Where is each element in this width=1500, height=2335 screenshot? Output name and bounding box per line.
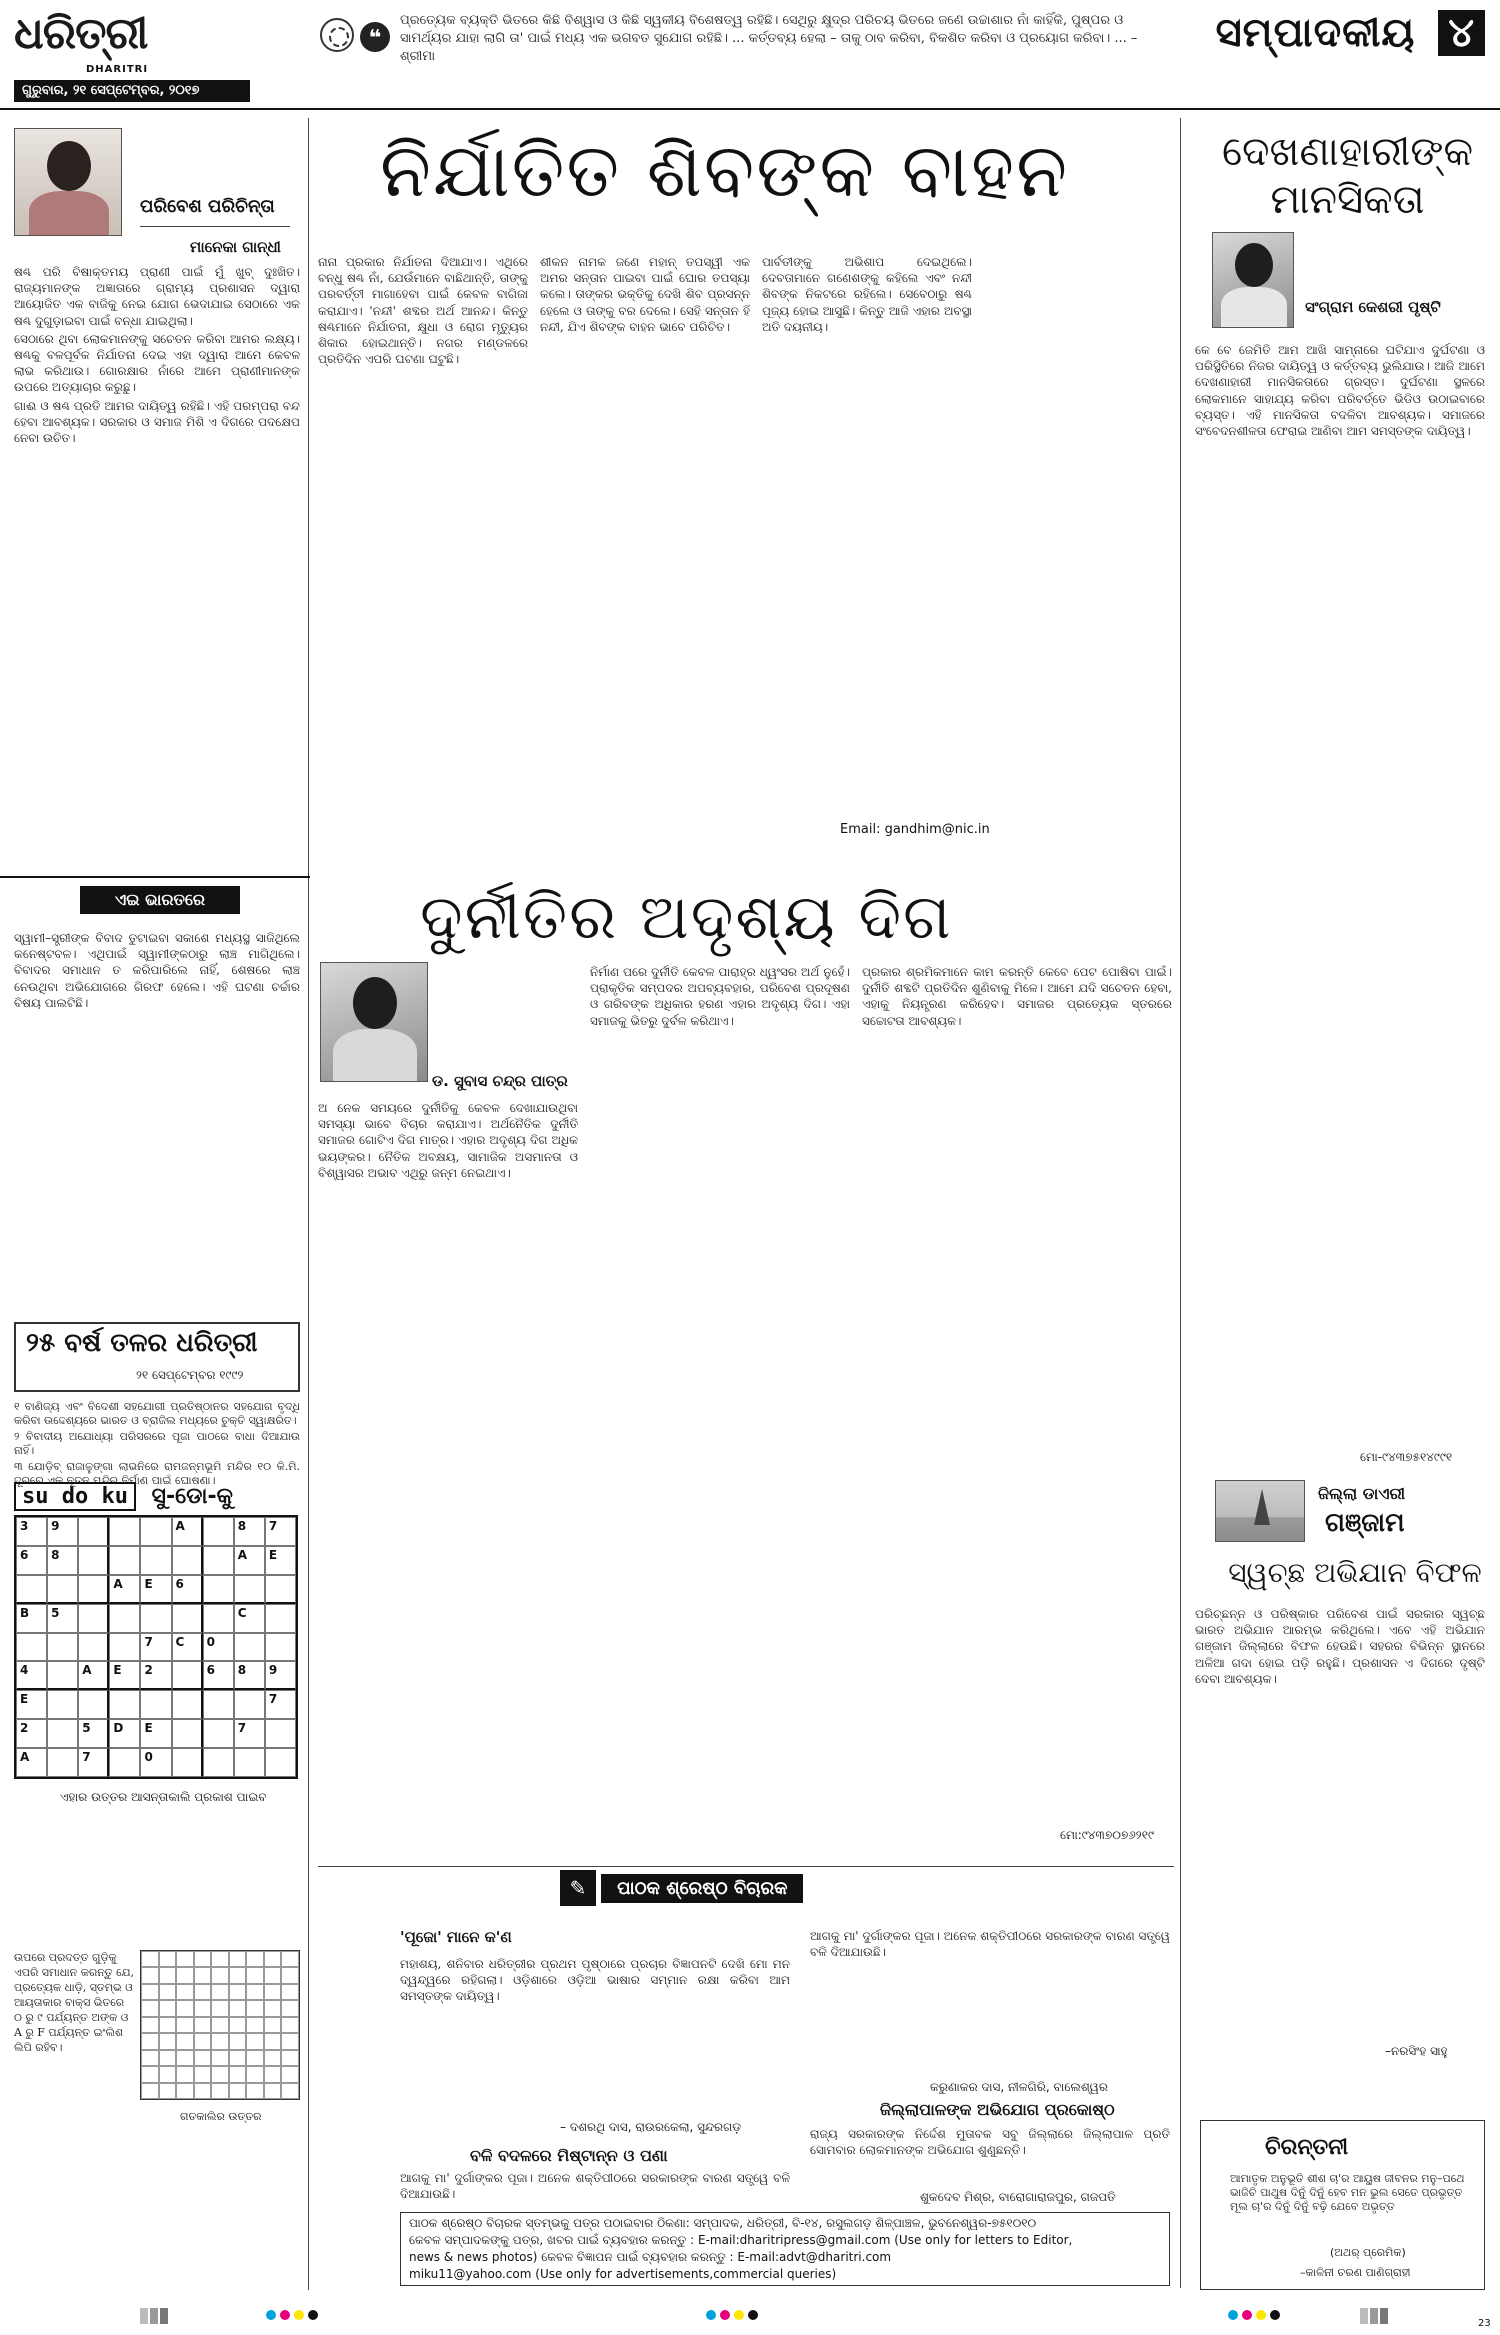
sudoku-prev-cell xyxy=(141,2083,159,2099)
sudoku-prev-cell xyxy=(194,2066,212,2082)
sudoku-cell xyxy=(109,1690,140,1719)
sudoku-prev-cell xyxy=(246,2066,264,2082)
sudoku-cell: E xyxy=(16,1690,47,1719)
sudoku-cell xyxy=(265,1575,296,1604)
print-gray-bars xyxy=(1360,2308,1388,2324)
sudoku-prev-cell xyxy=(281,1951,299,1967)
sudoku-prev-cell xyxy=(176,1967,194,1983)
sudoku-cell xyxy=(172,1690,203,1719)
sudoku-title-or: ସୁ-ଡୋ-କୁ xyxy=(151,1484,233,1509)
sudoku-title xyxy=(14,1484,233,1509)
sudoku-prev-cell xyxy=(281,2050,299,2066)
sudoku-prev-cell xyxy=(176,1984,194,2000)
sudoku-prev-cell xyxy=(159,2000,177,2016)
sudoku-cell: A xyxy=(234,1546,265,1575)
sudoku-cell xyxy=(78,1604,109,1633)
author-photo-subas xyxy=(320,962,428,1082)
sudoku-cell xyxy=(172,1661,203,1690)
sudoku-cell: E xyxy=(265,1546,296,1575)
sudoku-cell xyxy=(234,1690,265,1719)
sudoku-cell xyxy=(16,1633,47,1662)
sudoku-prev-cell xyxy=(141,2066,159,2082)
section-title xyxy=(1175,10,1485,80)
print-color-dots xyxy=(706,2310,758,2324)
sudoku-cell xyxy=(203,1517,234,1546)
years-ago-date: ୨୧ ସେପ୍ଟେମ୍ବର ୧୯୯୨ xyxy=(136,1368,244,1382)
letter1-title: 'ପୂଜୋ' ମାନେ କ'ଣ xyxy=(400,1928,512,1946)
sudoku-prev-cell xyxy=(211,1951,229,1967)
chirantani-author: –କାଳିନୀ ଚରଣ ପାଣିଗ୍ରାହୀ xyxy=(1300,2266,1411,2279)
second-headline: ଦୁର୍ନୀତିର ଅଦୃଶ୍ୟ ଦିଗ xyxy=(420,880,953,953)
sudoku-prev-cell xyxy=(229,2066,247,2082)
sudoku-cell: 7 xyxy=(140,1633,171,1662)
column-left-body xyxy=(14,264,300,864)
sudoku-prev-cell xyxy=(176,2083,194,2099)
page-number: ୪ xyxy=(1438,10,1485,56)
sudoku-prev-cell xyxy=(281,2017,299,2033)
sudoku-cell: A xyxy=(109,1575,140,1604)
second-article-col2: ନିର୍ମାଣ ପରେ ଦୁର୍ନୀତି କେବଳ ପାରାହ୍ର ଧ୍ୱଂସର ଅର୍ଥ ନୁହେଁ। ପ୍ରାକୃତିକ ସମ୍ପଦର ଅପବ୍ୟବହାର, ପରିବେଶ ପ୍ରଦୂଷଣ ଓ ଗରିବଙ୍କ ଅଧିକାର ହରଣ ଏହାର ଅଦୃଶ୍ୟ ଦିଗ। ଏହା ସମାଜକୁ ଭିତରୁ ଦୁର୍ବଳ କରିଥାଏ। xyxy=(590,965,850,1028)
sudoku-cell xyxy=(47,1575,78,1604)
readers-footer-box xyxy=(400,2212,1170,2286)
sudoku-prev-cell xyxy=(211,2050,229,2066)
quote-icon: ❝ xyxy=(360,22,390,52)
main-article-col2: ଶୀକନ ନାମକ ଜଣେ ମହାନ୍ ତପସ୍ୱୀ ଏକ ଅମର ସନ୍ତାନ ପାଇବା ପାଇଁ ଘୋର ତପସ୍ୟା କଲେ। ତାଙ୍କର ଭକ୍ତିକୁ ଦେଖି ଶିବ ପ୍ରସନ୍ନ ହେଲେ ଓ ତାଙ୍କୁ ବର ଦେଲେ। ସେହି ସନ୍ତାନ ହିଁ ନନ୍ଦୀ, ଯିଏ ଶିବଙ୍କ ବାହନ ଭାବେ ପରିଚିତ। xyxy=(540,255,750,334)
sudoku-cell xyxy=(78,1690,109,1719)
sudoku-prev-cell xyxy=(194,2000,212,2016)
column-divider xyxy=(1180,118,1181,2288)
column-author: ମାନେକା ଗାନ୍ଧୀ xyxy=(190,238,281,256)
sudoku-prev-cell xyxy=(194,2083,212,2099)
footer-line: ପାଠକ ଶ୍ରେଷ୍ଠ ବିଚାରକ ସ୍ତମ୍ଭକୁ ପତ୍ର ପଠାଇବାର ଠିକଣା: ସମ୍ପାଦକ, ଧରିତ୍ରୀ, ବି-୧୪, ରସୁଲଗଡ଼ ଶିଳ୍ପାଞ୍ଚଳ, ଭୁବନେଶ୍ୱର-୭୫୧୦୧୦ xyxy=(409,2216,1037,2230)
sudoku-cell: 8 xyxy=(234,1661,265,1690)
sudoku-prev-cell xyxy=(264,2050,282,2066)
sudoku-cell xyxy=(140,1546,171,1575)
dharitri-logo: ଧରିତ୍ରୀ xyxy=(14,8,148,59)
sudoku-prev-cell xyxy=(229,2000,247,2016)
zilla-district: ଗଞ୍ଜାମ xyxy=(1325,1508,1405,1538)
sudoku-cell xyxy=(203,1748,234,1777)
quote-text: ପ୍ରତ୍ୟେକ ବ୍ୟକ୍ତି ଭିତରେ କିଛି ବିଶ୍ୱାସ ଓ କିଛି ସ୍ୱକୀୟ ବିଶେଷତ୍ୱ ରହିଛି। ସେଥିରୁ କ୍ଷୁଦ୍ର ପରିଚୟ ଭିତରେ ଜଣେ ଉଚ୍ଚାଶାର ନାଁ କାହିଁକି, ପୁଷ୍ପର ଓ ସାମର୍ଥ୍ୟର ଯାହା ଲାଗି ତା' ପାଇଁ ମଧ୍ୟ ଏକ ଭଗବତ ସୁଯୋଗ ରହିଛି। ... କର୍ତ୍ତବ୍ୟ ହେଲା – ତାକୁ ଠାବ କରିବା, ବିକଶିତ କରିବା ଓ ପ୍ରୟୋଗ କରିବା। ... xyxy=(400,13,1127,46)
sudoku-cell xyxy=(78,1517,109,1546)
sudoku-prev-cell xyxy=(141,2017,159,2033)
letter3-title: ଜିଲ୍ଲାପାଳଙ୍କ ଅଭିଯୋଗ ପ୍ରକୋଷ୍ଠ xyxy=(880,2100,1115,2119)
letter2-body: ଆଗକୁ ମା' ଦୁର୍ଗାଙ୍କର ପୂଜା। ଅନେକ ଶକ୍ତିପୀଠରେ ସରକାରଙ୍କ ବାରଣ ସତ୍ତ୍ୱେ ବଳି ଦିଆଯାଉଛି। xyxy=(400,2171,790,2202)
page-footer-number: 23 xyxy=(1478,2318,1491,2329)
ei-bharatare-tag: ଏଇ ଭାରତରେ xyxy=(80,886,240,914)
sudoku-cell xyxy=(109,1748,140,1777)
sudoku-cell: 6 xyxy=(203,1661,234,1690)
sudoku-prev-cell xyxy=(264,2033,282,2049)
sudoku-cell xyxy=(203,1719,234,1748)
sudoku-prev-cell xyxy=(141,1967,159,1983)
sudoku-prev-cell xyxy=(194,2050,212,2066)
print-color-dots xyxy=(1228,2310,1280,2324)
sudoku-cell: B xyxy=(16,1604,47,1633)
sudoku-cell xyxy=(47,1719,78,1748)
sudoku-prev-cell xyxy=(194,1967,212,1983)
sudoku-prev-cell xyxy=(176,2033,194,2049)
sudoku-prev-cell xyxy=(264,1967,282,1983)
sudoku-prev-cell xyxy=(141,2050,159,2066)
sudoku-cell: C xyxy=(172,1633,203,1662)
second-article-col1: ଅ ନେକ ସମୟରେ ଦୁର୍ନୀତିକୁ କେବଳ ଦେଖାଯାଉଥିବା ସମସ୍ୟା ଭାବେ ବିଚାର କରାଯାଏ। ଅର୍ଥନୈତିକ ଦୁର୍ନୀତି ସମାଜର ଗୋଟିଏ ଦିଗ ମାତ୍ର। ଏହାର ଅଦୃଶ୍ୟ ଦିଗ ଅଧିକ ଭୟଙ୍କର। ନୈତିକ ଅବକ୍ଷୟ, ସାମାଜିକ ଅସମାନତା ଓ ବିଶ୍ୱାସର ଅଭାବ ଏଥିରୁ ଜନ୍ମ ନେଇଥାଏ। xyxy=(318,1101,578,1180)
sudoku-prev-cell xyxy=(159,1951,177,1967)
sudoku-prev-cell xyxy=(194,2033,212,2049)
second-article-col3: ପ୍ରକାର ଶ୍ରମିକମାନେ କାମ କରନ୍ତି କେବେ ପେଟ ପୋଷିବା ପାଇଁ। ଦୁର୍ନୀତି ଶବ୍ଦଟି ପ୍ରତିଦିନ ଶୁଣିବାକୁ ମିଳେ। ଆମେ ଯଦି ସଚେତନ ହେବା, ଏହାକୁ ନିୟନ୍ତ୍ରଣ କରିହେବ। ସମାଜର ପ୍ରତ୍ୟେକ ସ୍ତରରେ ସଚ୍ଚୋଟତା ଆବଶ୍ୟକ। xyxy=(862,965,1172,1028)
sudoku-cell xyxy=(172,1604,203,1633)
sudoku-prev-cell xyxy=(176,2050,194,2066)
sudoku-cell: 6 xyxy=(172,1575,203,1604)
readers-header xyxy=(560,1870,960,1908)
sudoku-cell: 6 xyxy=(16,1546,47,1575)
sudoku-prev-cell xyxy=(229,2017,247,2033)
years-ago-title: ୨୫ ବର୍ଷ ତଳର ଧରିତ୍ରୀ xyxy=(26,1328,258,1358)
author-photo-sangram xyxy=(1212,232,1294,328)
sudoku-cell: 2 xyxy=(16,1719,47,1748)
sudoku-answer-note: ଏହାର ଉତ୍ତର ଆସନ୍ତାକାଲି ପ୍ରକାଶ ପାଇବ xyxy=(60,1790,267,1804)
sudoku-prev-cell xyxy=(159,2033,177,2049)
sudoku-cell xyxy=(109,1633,140,1662)
column-divider xyxy=(308,118,309,888)
years-ago-box xyxy=(14,1322,300,1392)
letter2-col xyxy=(810,1928,1170,2068)
sudoku-prev-cell xyxy=(246,2017,264,2033)
sudoku-cell: 5 xyxy=(78,1719,109,1748)
sudoku-prev-cell xyxy=(281,2033,299,2049)
sudoku-cell xyxy=(203,1575,234,1604)
sudoku-prev-cell xyxy=(159,2050,177,2066)
sudoku-prev-cell xyxy=(211,2066,229,2082)
letter3-body: ରାଜ୍ୟ ସରକାରଙ୍କ ନିର୍ଦ୍ଦେଶ ମୁତାବକ ସବୁ ଜିଲ୍ଲାରେ ଜିଲ୍ଲାପାଳ ପ୍ରତି ସୋମବାର ଲୋକମାନଙ୍କ ଅଭିଯୋଗ ଶୁଣୁଛନ୍ତି। xyxy=(810,2127,1170,2158)
sudoku-cell: 8 xyxy=(234,1517,265,1546)
letter1-body: ମହାଶୟ, ଶନିବାର ଧରିତ୍ରୀର ପ୍ରଥମ ପୃଷ୍ଠାରେ ପ୍ରଚାର ବିଜ୍ଞାପନଟି ଦେଖି ମୋ ମନ ଦ୍ୱନ୍ଦ୍ୱରେ ରହିଗଲା। ଓଡ଼ିଶାରେ ଓଡ଼ିଆ ଭାଷାର ସମ୍ମାନ ରକ୍ଷା କରିବା ଆମ ସମସ୍ତଙ୍କ ଦାୟିତ୍ୱ। xyxy=(400,1957,790,2004)
sudoku-cell xyxy=(16,1575,47,1604)
sudoku-prev-cell xyxy=(159,2017,177,2033)
sudoku-prev-cell xyxy=(264,2083,282,2099)
sudoku-cell: E xyxy=(140,1575,171,1604)
sudoku-prev-cell xyxy=(141,2033,159,2049)
emblem-icon xyxy=(320,18,354,52)
letter2-sign: କରୁଣାକର ଦାସ, ନୀଳଗିରି, ବାଲେଶ୍ୱର xyxy=(930,2080,1108,2094)
sudoku-prev-cell xyxy=(159,2066,177,2082)
column-divider xyxy=(308,880,309,2290)
sudoku-cell: E xyxy=(109,1661,140,1690)
sudoku-cell xyxy=(109,1604,140,1633)
sudoku-cell: 7 xyxy=(234,1719,265,1748)
pencil-icon: ✎ xyxy=(560,1870,596,1906)
sudoku-prev-cell xyxy=(281,2066,299,2082)
second-author: ଡ. ସୁବାସ ଚନ୍ଦ୍ର ପାତ୍ର xyxy=(432,1072,568,1090)
zilla-diary-label: ଜିଲ୍ଲା ଡାଏରୀ xyxy=(1318,1484,1406,1503)
sudoku-prev-cell xyxy=(211,1984,229,2000)
sudoku-prev-cell xyxy=(176,2000,194,2016)
footer-line: news & news photos) କେବଳ ବିଜ୍ଞାପନ ପାଇଁ ବ୍ୟବହାର କରନ୍ତୁ : E-mail:advt@dharitri.com xyxy=(409,2250,892,2264)
sudoku-cell: C xyxy=(234,1604,265,1633)
sudoku-prev-cell xyxy=(229,1967,247,1983)
sudoku-prev-cell xyxy=(194,1984,212,2000)
main-article-col3: ପାର୍ବତୀଙ୍କୁ ଅଭିଶାପ ଦେଇଥିଲେ। ଦେବତାମାନେ ଗଣେଶଙ୍କୁ କହିଲେ ଏବଂ ନନ୍ଦୀ ଶିବଙ୍କ ନିକଟରେ ରହିଲେ। ସେବେଠାରୁ ଷଣ୍ଢ ପୂଜ୍ୟ ହୋଇ ଆସୁଛି। କିନ୍ତୁ ଆଜି ଏହାର ଅବସ୍ଥା ଅତି ଦୟନୀୟ। xyxy=(762,255,972,334)
sudoku-prev-cell xyxy=(229,1984,247,2000)
logo-sub: DHARITRI xyxy=(86,64,149,75)
print-color-dots xyxy=(266,2310,318,2324)
kicker-underline xyxy=(140,226,290,227)
paragraph: ଷଣ୍ଢ ପରି ବିଷାକ୍ତମୟ ପ୍ରାଣୀ ପାଇଁ ମୁଁ ଖୁବ୍ ଦୁଃଖିତ। ରାଜ୍ୟମାନଙ୍କ ଅଜ୍ଞାତାରେ ଗ୍ରାମ୍ୟ ପ୍ରଶାସନ ଦ୍ୱାରା ଆୟୋଜିତ ଏକ ବାଜିକୁ ନେଇ ଯୋଗ ଭେଦାଯାଇ ସେଠାରେ ଏକ ଷଣ୍ଢ ଦୁଗୁଡ଼ାଇବା ପାଇଁ ବନ୍ଧା ଯାଇଥିଲା। xyxy=(14,265,300,328)
sudoku-prev-cell xyxy=(159,1967,177,1983)
sudoku-cell xyxy=(172,1719,203,1748)
footer-line: କେବଳ ସମ୍ପାଦକଙ୍କୁ ପତ୍ର, ଖବର ପାଇଁ ବ୍ୟବହାର କରନ୍ତୁ : E-mail:dharitripress@gmail.com (Use only for letters to Editor, xyxy=(409,2233,1073,2247)
sudoku-cell xyxy=(265,1719,296,1748)
print-gray-bars xyxy=(140,2308,168,2324)
sudoku-cell xyxy=(203,1546,234,1575)
sudoku-cell xyxy=(109,1517,140,1546)
sudoku-prev-cell xyxy=(246,1984,264,2000)
right-author: ସଂଗ୍ରାମ କେଶରୀ ପୃଷ୍ଟି xyxy=(1305,298,1441,316)
sudoku-cell xyxy=(234,1575,265,1604)
sudoku-cell xyxy=(47,1661,78,1690)
sudoku-cell xyxy=(203,1604,234,1633)
sudoku-prev-cell xyxy=(246,2033,264,2049)
sudoku-cell: A xyxy=(16,1748,47,1777)
section-divider xyxy=(0,876,310,878)
list-item: ୧ ବାଣିଜ୍ୟ ଏବଂ ବିଦେଶୀ ସହଯୋଗୀ ପ୍ରତିଷ୍ଠାନର ସହଯୋଗ ବୃଦ୍ଧି କରିବା ଉଦ୍ଦେଶ୍ୟରେ ଭାରତ ଓ ବ୍ରାଜିଲ ମଧ୍ୟରେ ଚୁକ୍ତି ସ୍ୱାକ୍ଷରିତ। xyxy=(14,1400,300,1427)
footer-line: miku11@yahoo.com (Use only for advertisements,commercial queries) xyxy=(409,2267,837,2281)
masthead-divider xyxy=(0,108,1500,110)
sudoku-prev-cell xyxy=(246,2083,264,2099)
sudoku-prev-cell xyxy=(281,1984,299,2000)
ei-bharatare-body: ସ୍ୱାମୀ–ସ୍ତ୍ରୀଙ୍କ ବିବାଦ ତୁଟାଇବା ସକାଶେ ମଧ୍ୟସ୍ଥ ସାଜିଥିଲେ କନେଷ୍ଟବଳ। ଏଥିପାଇଁ ସ୍ୱାମୀଙ୍କଠାରୁ ଲାଞ୍ଚ ମାଗିଥିଲେ। ବିବାଦର ସମାଧାନ ତ କରିପାରିଲେ ନାହିଁ, ଶେଷରେ ଲାଞ୍ଚ ନେଉଥିବା ଅଭିଯୋଗରେ ଗିରଫ ହେଲେ। ଏହି ଘଟଣା ଚର୍ଚ୍ଚାର ବିଷୟ ପାଲଟିଛି। xyxy=(14,931,300,1010)
sudoku-cell: A xyxy=(172,1517,203,1546)
list-item: ୩ ଯୋଡ଼ିବ୍ ରାଜାଳୁଙ୍ଗା ଲାଭନିରେ ରାମଜନ୍ମଭୂମି ମନ୍ଦିର ୧୦ କି.ମି. ଦୂରରେ ଏକ ନୂତନ ମନ୍ଦିର ନିର୍ମାଣ ପାଇଁ ଘୋଷଣା। xyxy=(14,1460,300,1487)
chirantani-source: (ଅଥର୍ ପ୍ରେମିକ) xyxy=(1330,2246,1406,2259)
sudoku-prev-cell xyxy=(211,2000,229,2016)
sudoku-grid xyxy=(14,1515,298,1779)
sudoku-cell: 9 xyxy=(47,1517,78,1546)
zilla-signoff: –ନରସିଂହ ସାହୁ xyxy=(1385,2044,1448,2058)
sudoku-cell xyxy=(47,1633,78,1662)
sudoku-prev-cell xyxy=(176,1951,194,1967)
sudoku-cell: 3 xyxy=(16,1517,47,1546)
sudoku-prev-cell xyxy=(176,2066,194,2082)
sudoku-prev-cell xyxy=(264,1951,282,1967)
right-headline: ଦେଖଣାହାରୀଙ୍କ ମାନସିକତା xyxy=(1222,129,1473,223)
sudoku-prev-cell xyxy=(246,1951,264,1967)
sudoku-prev-cell xyxy=(229,2033,247,2049)
sudoku-prev-cell xyxy=(229,2083,247,2099)
list-item: ୨ ବିବାଦୀୟ ଅଯୋଧ୍ୟା ପରିସରରେ ପୂଜା ପାଠରେ ବାଧା ଦିଆଯାଉ ନାହିଁ। xyxy=(14,1430,300,1457)
sudoku-cell: 0 xyxy=(140,1748,171,1777)
sailboat-photo xyxy=(1215,1480,1305,1542)
letter2-title: ବଳି ବଦଳରେ ମିଷ୍ଟାନ୍ନ ଓ ପଣା xyxy=(470,2146,668,2165)
chirantani-title: ଚିରନ୍ତନୀ xyxy=(1265,2135,1349,2160)
quote-of-day xyxy=(400,12,1160,98)
sudoku-cell xyxy=(78,1546,109,1575)
sudoku-prev-cell xyxy=(194,2017,212,2033)
main-article-col1: ନାନା ପ୍ରକାର ନିର୍ଯାତନା ଦିଆଯାଏ। ଏଥିରେ ବନ୍ଧୁ ଷଣ୍ଢ ନାଁ, ଯେଉଁମାନେ ବାଛିଥାନ୍ତି, ତାଙ୍କୁ ପରବର୍ତ୍ତୀ ମାଗାହେବା ପାଇଁ କେବଳ ବାଗିଜା କରାଯାଏ। 'ନନ୍ଦୀ' ଶବ୍ଦର ଅର୍ଥ ଆନନ୍ଦ। କିନ୍ତୁ ଷଣ୍ଢମାନେ ନିର୍ଯାତନା, କ୍ଷୁଧା ଓ ରୋଗ ମୃତ୍ୟୁର ଶିକାର ହୋଇଥାନ୍ତି। ନଗର ମଣ୍ଡଳରେ ପ୍ରତିଦିନ ଏପରି ଘଟଣା ଘଟୁଛି। xyxy=(318,255,528,367)
column-kicker: ପରିବେଶ ପରିଚିନ୍ତା xyxy=(140,196,275,217)
section-divider xyxy=(318,1866,1174,1867)
sudoku-prev-cell xyxy=(229,2050,247,2066)
sudoku-prev-cell xyxy=(281,2083,299,2099)
zilla-body: ପରିଚ୍ଛନ୍ନ ଓ ପରିଷ୍କାର ପରିବେଶ ପାଇଁ ସରକାର ସ୍ୱଚ୍ଛ ଭାରତ ଅଭିଯାନ ଆରମ୍ଭ କରିଥିଲେ। ଏବେ ଏହି ଅଭିଯାନ ଗଞ୍ଜାମ ଜିଲ୍ଲାରେ ବିଫଳ ହେଉଛି। ସହରର ବିଭିନ୍ନ ସ୍ଥାନରେ ଅଳିଆ ଗଦା ହୋଇ ପଡ଼ି ରହୁଛି। ପ୍ରଶାସନ ଏ ଦିଗରେ ଦୃଷ୍ଟି ଦେବା ଆବଶ୍ୟକ। xyxy=(1195,1607,1485,1686)
sudoku-prev-cell xyxy=(211,2083,229,2099)
sudoku-cell: 5 xyxy=(47,1604,78,1633)
sudoku-cell xyxy=(265,1748,296,1777)
sudoku-prev-cell xyxy=(159,2083,177,2099)
sudoku-cell xyxy=(265,1633,296,1662)
sudoku-prev-cell xyxy=(211,2033,229,2049)
sudoku-cell: 9 xyxy=(265,1661,296,1690)
sudoku-cell xyxy=(172,1546,203,1575)
sudoku-title-en: su do ku xyxy=(14,1482,136,1511)
sudoku-prev-cell xyxy=(194,1951,212,1967)
zilla-headline: ସ୍ୱଚ୍ଛ ଅଭିଯାନ ବିଫଳ xyxy=(1228,1556,1482,1589)
right-column-body: କେ ବେ ଜେମିତି ଆମ ଆଖି ସାମ୍ନାରେ ଘଟିଯାଏ ଦୁର୍ଘଟଣା ଓ ପରିସ୍ଥିତିରେ ନିଜର ଦାୟିତ୍ୱ ଓ କର୍ତ୍ତବ୍ୟ ଭୁଲିଯାଉ। ଆଜି ଆମେ ଦେଖଣାହାରୀ ମାନସିକତାରେ ଗ୍ରସ୍ତ। ଦୁର୍ଘଟଣା ସ୍ଥଳରେ ଲୋକମାନେ ସାହାଯ୍ୟ କରିବା ପରିବର୍ତ୍ତେ ଭିଡିଓ ଉଠାଇବାରେ ବ୍ୟସ୍ତ। ଏହି ମାନସିକତା ବଦଳିବା ଆବଶ୍ୟକ। ସମାଜରେ ସଂବେଦନଶୀଳତା ଫେରାଇ ଆଣିବା ଆମ ସମସ୍ତଙ୍କ ଦାୟିତ୍ୱ। xyxy=(1195,343,1485,439)
sudoku-cell xyxy=(78,1575,109,1604)
sudoku-prev-cell xyxy=(141,1984,159,2000)
right-contact: ମୋ-୯୪୩୭୫୧୪୯୯୧ xyxy=(1360,1450,1453,1464)
sudoku-prev-cell xyxy=(264,2017,282,2033)
author-email: Email: gandhim@nic.in xyxy=(840,822,990,837)
sudoku-cell: 2 xyxy=(140,1661,171,1690)
sudoku-prev-grid xyxy=(140,1950,300,2100)
sudoku-cell: 7 xyxy=(78,1748,109,1777)
sudoku-cell xyxy=(172,1748,203,1777)
years-ago-items xyxy=(14,1400,300,1490)
sudoku-cell: 7 xyxy=(265,1690,296,1719)
sudoku-cell xyxy=(234,1748,265,1777)
sudoku-instructions: ଉପରେ ପ୍ରଦତ୍ତ ଗୁଡ଼ିକୁ ଏପରି ସମାଧାନ କରନ୍ତୁ ଯେ, ପ୍ରତ୍ୟେକ ଧାଡ଼ି, ସ୍ତମ୍ଭ ଓ ଆୟତାକାର ବାକ୍ସ ଭିତରେ ୦ ରୁ ୯ ପର୍ଯ୍ୟନ୍ତ ଅଙ୍କ ଓ A ରୁ F ପର୍ଯ୍ୟନ୍ତ ଇଂଲିଶ ଲିପି ରହିବ। xyxy=(14,1951,134,2054)
sudoku-prev-cell xyxy=(159,1984,177,2000)
sudoku-cell: A xyxy=(78,1661,109,1690)
sudoku-cell: 4 xyxy=(16,1661,47,1690)
sudoku-prev-cell xyxy=(141,1951,159,1967)
sudoku-prev-cell xyxy=(281,1967,299,1983)
sudoku-cell xyxy=(140,1690,171,1719)
sudoku-prev-label: ଗତକାଲିର ଉତ୍ତର xyxy=(180,2110,262,2123)
second-contact: ମୋ:୯୪୩୭୦୭୬୨୧୯ xyxy=(1060,1828,1154,1842)
letter2-continued: ଆଗକୁ ମା' ଦୁର୍ଗାଙ୍କର ପୂଜା। ଅନେକ ଶକ୍ତିପୀଠରେ ସରକାରଙ୍କ ବାରଣ ସତ୍ତ୍ୱେ ବଳି ଦିଆଯାଉଛି। xyxy=(810,1929,1170,1960)
sudoku-cell: D xyxy=(109,1719,140,1748)
sudoku-cell xyxy=(203,1690,234,1719)
letter1-sign: – ଦଶରଥି ଦାସ, ରାଉରକେଲା, ସୁନ୍ଦରଗଡ଼ xyxy=(560,2120,742,2134)
sudoku-prev-cell xyxy=(211,2017,229,2033)
sudoku-cell xyxy=(47,1748,78,1777)
sudoku-prev-cell xyxy=(246,2050,264,2066)
sudoku-cell: 7 xyxy=(265,1517,296,1546)
sudoku-cell: E xyxy=(140,1719,171,1748)
sudoku-prev-cell xyxy=(141,2000,159,2016)
sudoku-prev-cell xyxy=(264,2066,282,2082)
sudoku-prev-cell xyxy=(264,2000,282,2016)
section-label: ସମ୍ପାଦକୀୟ xyxy=(1215,10,1416,56)
chirantani-body: ଆମାତୃକ ଅନୁଭୂତି ଶୀଶ ଚା'ର ଆୟୁଷ ଜୀବନର ମନୁ–ପଥେ ଭାଜିଚି ପାଥୁଷ ଦିନୁଁ ଦିନୁଁ ହେବ ମନ ଭୁଲ ସେତେ ପ୍ରଭୃତ୍ତ ମୂଲ ଚା'ର ଦିନୁଁ ଦିନୁଁ ବଢ଼ି ଯେବେ ଅଭୃତ୍ତ xyxy=(1230,2172,1465,2213)
readers-header-label: ପାଠକ ଶ୍ରେଷ୍ଠ ବିଚାରକ xyxy=(601,1874,803,1903)
sudoku-cell xyxy=(78,1633,109,1662)
sudoku-cell xyxy=(265,1604,296,1633)
sudoku-cell xyxy=(140,1604,171,1633)
sudoku-prev-cell xyxy=(229,1951,247,1967)
sudoku-prev-cell xyxy=(281,2000,299,2016)
dateline: ଗୁରୁବାର, ୨୧ ସେପ୍ଟେମ୍ବର, ୨୦୧୭ xyxy=(14,80,250,102)
sudoku-prev-cell xyxy=(211,1967,229,1983)
main-headline: ନିର୍ଯାତିତ ଶିବଙ୍କ ବାହନ xyxy=(380,128,1070,214)
sudoku-prev-cell xyxy=(246,2000,264,2016)
sudoku-cell xyxy=(109,1546,140,1575)
letter3-sign: ଶୁକଦେବ ମିଶ୍ର, ବାରୋଗାରାଜପୁର, ଗଜପତି xyxy=(920,2190,1116,2204)
paragraph: ସେଠାରେ ଥିବା ଲୋକମାନଙ୍କୁ ସଚେତନ କରିବା ଆମର ଲକ୍ଷ୍ୟ। ଷଣ୍ଢକୁ ବଳପୂର୍ବକ ନିର୍ଯାତନା ଦେଇ ଏହା ଦ୍ୱାରା ଆମେ କେବଳ ଲାଭ କରିଥାଉ। ଗୋରକ୍ଷାର ନାଁରେ ଆମେ ପ୍ରାଣୀମାନଙ୍କ ଉପରେ ଅତ୍ୟାଚାର କରୁଛୁ। xyxy=(14,331,300,395)
sudoku-prev-cell xyxy=(246,1967,264,1983)
sudoku-cell xyxy=(234,1633,265,1662)
sudoku-prev-cell xyxy=(176,2017,194,2033)
sudoku-cell xyxy=(140,1517,171,1546)
sudoku-prev-cell xyxy=(264,1984,282,2000)
author-photo-maneka xyxy=(14,128,122,236)
paragraph: ଗାଈ ଓ ଷଣ୍ଢ ପ୍ରତି ଆମର ଦାୟିତ୍ୱ ରହିଛି। ଏହି ପରମ୍ପରା ବନ୍ଦ ହେବା ଆବଶ୍ୟକ। ସରକାର ଓ ସମାଜ ମିଶି ଏ ଦିଗରେ ପଦକ୍ଷେପ ନେବା ଉଚିତ। xyxy=(14,398,300,446)
quote-author: –ଶ୍ରୀମା xyxy=(400,31,1138,64)
sudoku-cell xyxy=(47,1690,78,1719)
sudoku-cell: 8 xyxy=(47,1546,78,1575)
sudoku-cell: 0 xyxy=(203,1633,234,1662)
